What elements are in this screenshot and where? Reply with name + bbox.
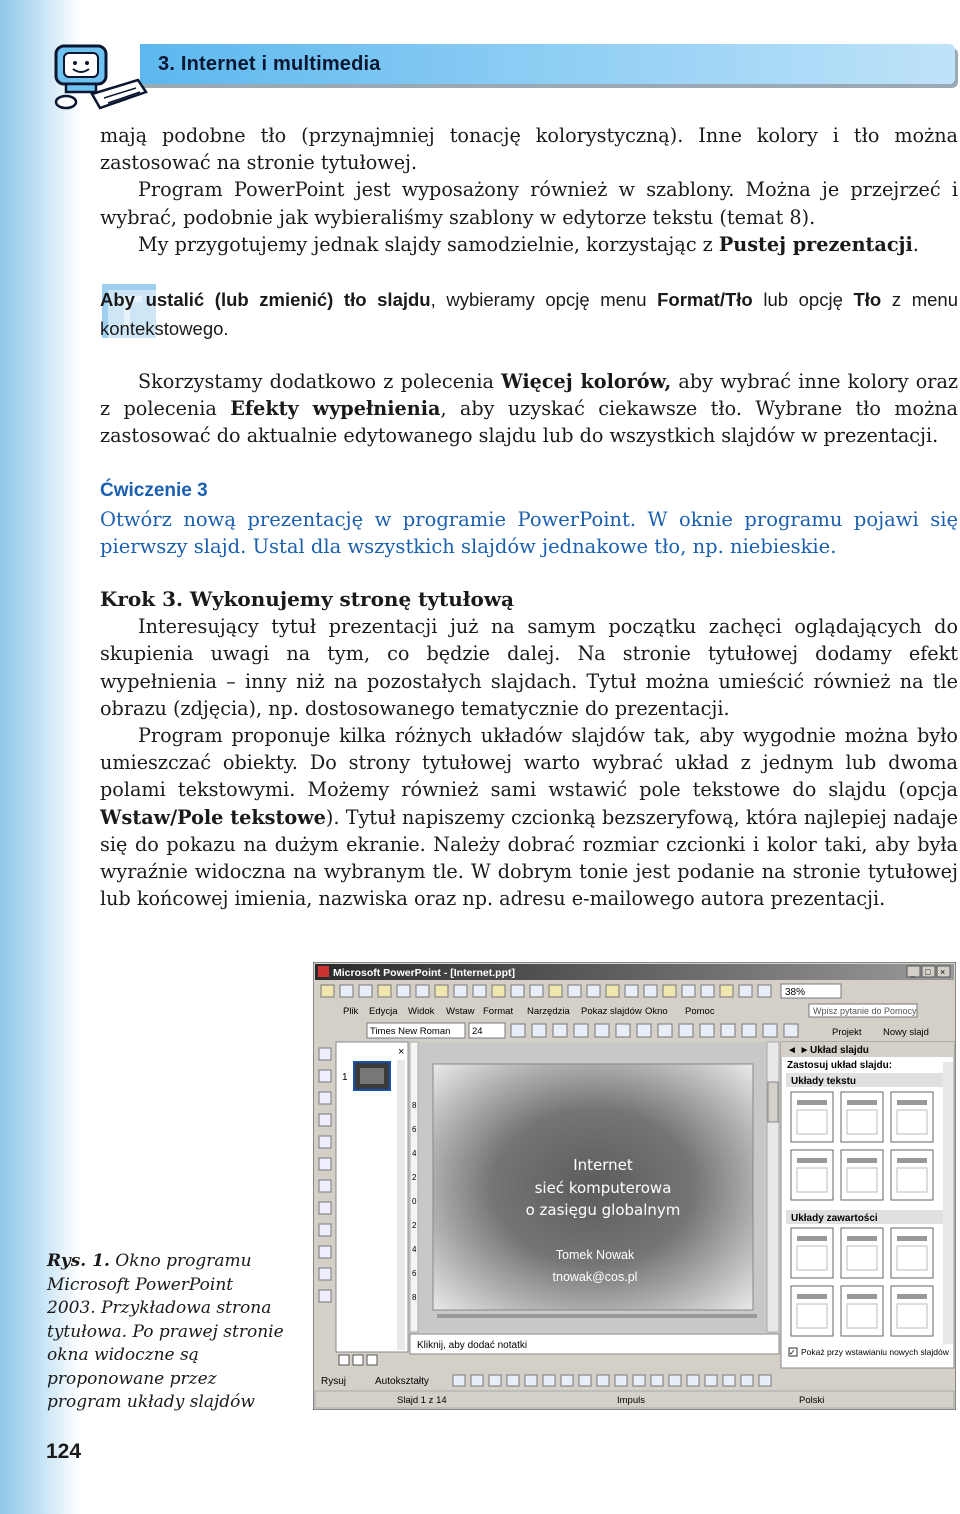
task-pane-apply: Zastosuj układ slajdu: [787,1060,893,1071]
ruler-digit: 0 [412,1197,417,1206]
outline-tool-icon [319,1136,331,1148]
ruler-digit: 6 [412,1125,417,1134]
menu-item: Narzędzia [527,1006,570,1017]
menu-item: Pokaz slajdów [581,1006,642,1017]
ruler-digit: 4 [412,1245,417,1254]
intro-text [100,122,958,258]
outline-tool-icon [319,1290,331,1302]
svg-text:×: × [940,967,946,977]
view-buttons [339,1355,377,1365]
standard-toolbar [315,981,954,1001]
toolbar-icon [739,985,752,997]
draw-menu: Rysuj [321,1376,347,1387]
content-layouts-header: Układy zawartości [791,1213,878,1224]
draw-icon [507,1375,519,1386]
format-icon [721,1024,735,1037]
draw-icon [633,1375,645,1386]
toolbar-icon [587,985,600,997]
toolbar-icon [625,985,638,997]
draw-icon [525,1375,537,1386]
format-icon [574,1024,588,1037]
draw-icon [669,1375,681,1386]
draw-icon [453,1375,465,1386]
toolbar-icon [663,985,676,997]
draw-icon [723,1375,735,1386]
outline-tool-icon [319,1180,331,1192]
vertical-ruler [410,1042,418,1332]
draw-icon [471,1375,483,1386]
paragraph: My przygotujemy jednak slajdy samodzielnie, korzystając z Pustej prezentacji. [138,232,919,256]
outline-tool-icon [319,1246,331,1258]
menu-item: Okno [645,1006,668,1017]
svg-text:sieć komputerowa: sieć komputerowa [534,1179,672,1197]
draw-icon [705,1375,717,1386]
exercise [100,477,958,561]
tip-text [100,285,958,343]
menu-item: Widok [408,1006,435,1017]
svg-text:_: _ [910,967,916,977]
format-icon [595,1024,609,1037]
format-icon [511,1024,525,1037]
toolbar-icon [644,985,657,997]
format-icon [658,1024,672,1037]
outline-tool-icon [319,1158,331,1170]
draw-icon [651,1375,663,1386]
ruler-digit: 8 [412,1101,417,1110]
design-button: Projekt [832,1027,862,1038]
task-pane-scrollbar [943,1062,953,1344]
format-icon [784,1024,798,1037]
chapter-header [140,44,955,84]
svg-text:✓: ✓ [789,1348,796,1357]
format-icon [532,1024,546,1037]
outline-tool-icon [319,1224,331,1236]
notes-placeholder: Kliknij, aby dodać notatki [417,1340,528,1351]
toolbar-icon [340,985,353,997]
menu-item: Plik [343,1006,359,1017]
paragraph: Interesujący tytuł prezentacji już na samym początku zachęci oglądających do skupienia uwagi na tym, co będzie dalej. Na stronie tytułowej dodamy efekt wypełnienia – inny niż na pozostałych slajdach. Tytuł można umieścić również na tle obrazu (zdjęcia), np. dostosowanego tematycznie do prezentacji. [100,615,958,720]
toolbar-icon [321,985,334,997]
status-design: Impuls [617,1395,645,1406]
toolbar-icon [549,985,562,997]
toolbar-icon [378,985,391,997]
app-icon [318,966,329,977]
text-layouts-header: Układy tekstu [791,1076,857,1087]
draw-icon [561,1375,573,1386]
menu-bar [315,1002,954,1019]
format-icon [637,1024,651,1037]
toolbar-icon [701,985,714,997]
menu-item: Wstaw [446,1006,475,1017]
outline-tool-icon [319,1202,331,1214]
page-number: 124 [46,1440,82,1463]
format-icon [553,1024,567,1037]
status-language: Polski [799,1395,825,1406]
toolbar-icon [511,985,524,997]
window-controls [907,966,950,977]
formatting-toolbar [315,1020,954,1042]
tip-paragraph: Aby ustalić (lub zmienić) tło slajdu, wybieramy opcję menu Format/Tło lub opcję Tło z menu kontekstowego. [100,289,958,339]
svg-text:o zasięgu globalnym: o zasięgu globalnym [525,1201,681,1219]
draw-icon [741,1375,753,1386]
format-icon [763,1024,777,1037]
toolbar-icon [682,985,695,997]
toolbar-icon [492,985,505,997]
close-pane-icon: × [398,1046,405,1058]
back-icon: ◄ ► [787,1045,810,1056]
scrollbar-thumb [768,1082,778,1122]
powerpoint-screenshot [313,962,956,1410]
outline-tool-icon [319,1092,331,1104]
ruler-digit: 2 [412,1221,417,1230]
outline-tool-icon [319,1048,331,1060]
font-name: Times New Roman [370,1026,451,1037]
draw-icon [579,1375,591,1386]
draw-icon [597,1375,609,1386]
outline-tool-icon [319,1114,331,1126]
show-layouts-label: Pokaż przy wstawianiu nowych slajdów [801,1347,949,1357]
draw-icon [615,1375,627,1386]
paragraph: Program proponuje kilka różnych układów slajdów tak, aby wygodnie można było umieszczać obiekty. Do strony tytułowej warto wybrać układ z jednym lub dwoma polami tekstowymi. Możemy również sami wstawić pole tekstowe do slajdu (opcja Wstaw/Pole tekstowe). Tytuł napiszemy czcionką bezszeryfową, która najlepiej nadaje się do pokazu na dużym ekranie. Należy dobrać rozmiar czcionki i kolor taki, aby była wyraźnie widoczna na wybranym tle. W dobrym tonie jest podanie na stronie tytułowej lub końcowej imienia, nazwiska oraz np. adresu e-mailowego autora prezentacji. [100,724,958,911]
outline-tool-icon [319,1268,331,1280]
ruler-digit: 2 [412,1173,417,1182]
more-text [100,368,958,450]
window-title: Microsoft PowerPoint - [Internet.ppt] [333,967,515,979]
format-icon [679,1024,693,1037]
paragraph: Program PowerPoint jest wyposażony również w szablony. Można je przejrzeć i wybrać, podobnie jak wybieraliśmy szablony w edytorze tekstu (temat 8). [100,178,958,229]
toolbar-icon [435,985,448,997]
autoshapes-menu: Autokształty [375,1376,429,1387]
status-slide: Slajd 1 z 14 [397,1395,447,1406]
font-size: 24 [472,1026,483,1037]
toolbar-icon [606,985,619,997]
format-icon [742,1024,756,1037]
slide-email: tnowak@cos.pl [552,1270,638,1284]
toolbar-icon [359,985,372,997]
toolbar-icon [416,985,429,997]
toolbar-icon [720,985,733,997]
thumbnail-number: 1 [342,1072,348,1083]
draw-icon [489,1375,501,1386]
draw-icon [687,1375,699,1386]
ruler-digit: 4 [412,1149,417,1158]
slide-author: Tomek Nowak [555,1248,635,1262]
ruler-digit: 6 [412,1269,417,1278]
menu-item: Pomoc [685,1006,715,1017]
new-slide-button: Nowy slajd [883,1027,929,1038]
exercise-title: Ćwiczenie 3 [100,480,208,501]
menu-item: Edycja [369,1006,398,1017]
computer-mascot-icon [52,36,148,112]
toolbar-icon [454,985,467,997]
menu-item: Format [483,1006,514,1017]
task-pane-title: Układ slajdu [810,1045,869,1056]
help-placeholder: Wpisz pytanie do Pomocy [813,1006,917,1016]
chapter-title: 3. Internet i multimedia [158,53,381,75]
figure-caption: Rys. 1. Okno programu Microsoft PowerPoint 2003. Przykładowa strona tytułowa. Po prawej stronie okna widoczne są proponowane przez program układy slajdów [47,1251,284,1412]
svg-text:Internet: Internet [573,1156,633,1174]
svg-text:□: □ [925,967,931,977]
draw-icon [759,1375,771,1386]
zoom-value: 38% [785,987,806,998]
exercise-text: Otwórz nową prezentację w programie PowerPoint. W oknie programu pojawi się pierwszy slajd. Ustal dla wszystkich slajdów jednakowe tło, np. niebieskie. [100,508,958,559]
outline-tool-icon [319,1070,331,1082]
ruler-digit: 8 [412,1293,417,1302]
paragraph: mają podobne tło (przynajmniej tonację kolorystyczną). Inne kolory i tło można zastosować na stronie tytułowej. [100,124,958,175]
step-heading: Krok 3. Wykonujemy stronę tytułową [100,587,515,611]
draw-icon [543,1375,555,1386]
toolbar-icon [397,985,410,997]
toolbar-icon [473,985,486,997]
toolbar-icon [568,985,581,997]
format-icon [700,1024,714,1037]
format-icon [616,1024,630,1037]
toolbar-icon [758,985,771,997]
paragraph: Skorzystamy dodatkowo z polecenia Więcej kolorów, aby wybrać inne kolory oraz z polecenia Efekty wypełnienia, aby uzyskać ciekawsze tło. Wybrane tło można zastosować do aktualnie edytowanego slajdu lub do wszystkich slajdów w prezentacji. [100,370,958,448]
toolbar-icon [530,985,543,997]
step-section [100,586,958,912]
